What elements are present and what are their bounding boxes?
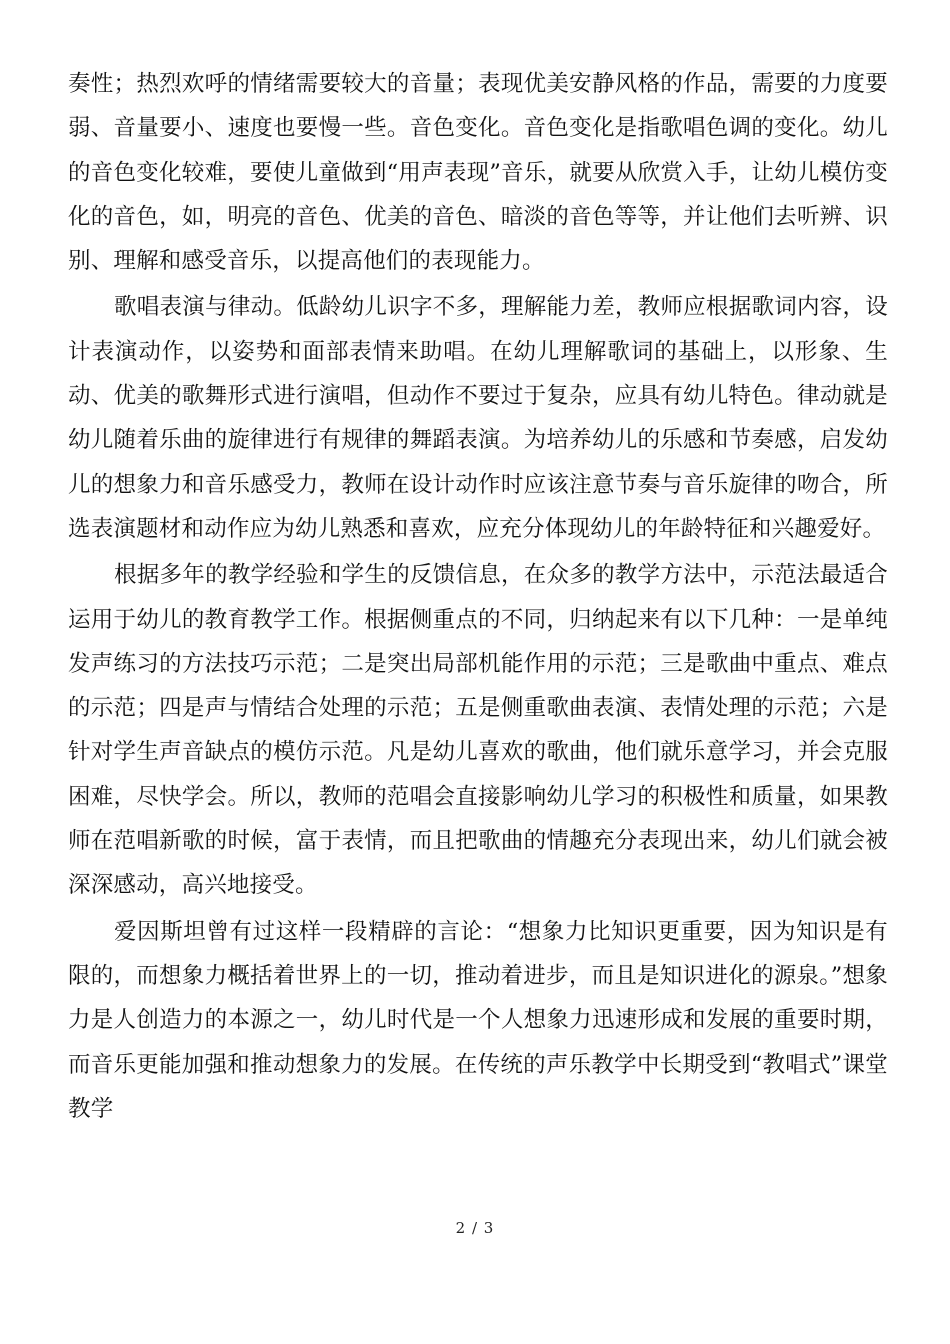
page-number: 2 / 3 [455,1219,495,1237]
paragraph-demonstration-method: 根据多年的教学经验和学生的反馈信息，在众多的教学方法中，示范法最适合运用于幼儿的教育教学工作。根据侧重点的不同，归纳起来有以下几种：一是单纯发声练习的方法技巧示范；二是突出局部机能作用的示范；三是歌曲中重点、难点的示范；四是声与情结合处理的示范；五是侧重歌曲表演、表情处理的示范；六是针对学生声音缺点的模仿示范。凡是幼儿喜欢的歌曲，他们就乐意学习，并会克服困难，尽快学会。所以，教师的范唱会直接影响幼儿学习的积极性和质量，如果教师在范唱新歌的时候，富于表情，而且把歌曲的情趣充分表现出来，幼儿们就会被深深感动，高兴地接受。 [68,562,888,899]
paragraph-continued: 奏性；热烈欢呼的情绪需要较大的音量；表现优美安静风格的作品，需要的力度要弱、音量要小、速度也要慢一些。音色变化。音色变化是指歌唱色调的变化。幼儿的音色变化较难，要使儿童做到“用声表现”音乐，就要从欣赏入手，让幼儿模仿变化的音色，如，明亮的音色、优美的音色、暗淡的音色等等，并让他们去听辨、识别、理解和感受音乐，以提高他们的表现能力。 [68,71,888,275]
paragraph-singing-performance: 歌唱表演与律动。低龄幼儿识字不多，理解能力差，教师应根据歌词内容，设计表演动作，以姿势和面部表情来助唱。在幼儿理解歌词的基础上，以形象、生动、优美的歌舞形式进行演唱，但动作不要过于复杂，应具有幼儿特色。律动就是幼儿随着乐曲的旋律进行有规律的舞蹈表演。为培养幼儿的乐感和节奏感，启发幼儿的想象力和音乐感受力，教师在设计动作时应该注意节奏与音乐旋律的吻合，所选表演题材和动作应为幼儿熟悉和喜欢，应充分体现幼儿的年龄特征和兴趣爱好。 [68,294,888,542]
paragraph-einstein-quote: 爱因斯坦曾有过这样一段精辟的言论：“想象力比知识更重要，因为知识是有限的，而想象力概括着世界上的一切，推动着进步，而且是知识进化的源泉。”想象力是人创造力的本源之一，幼儿时代是一个人想象力迅速形成和发展的重要时期，而音乐更能加强和推动想象力的发展。在传统的声乐教学中长期受到“教唱式”课堂教学 [68,918,888,1122]
document-page [68,62,888,1133]
